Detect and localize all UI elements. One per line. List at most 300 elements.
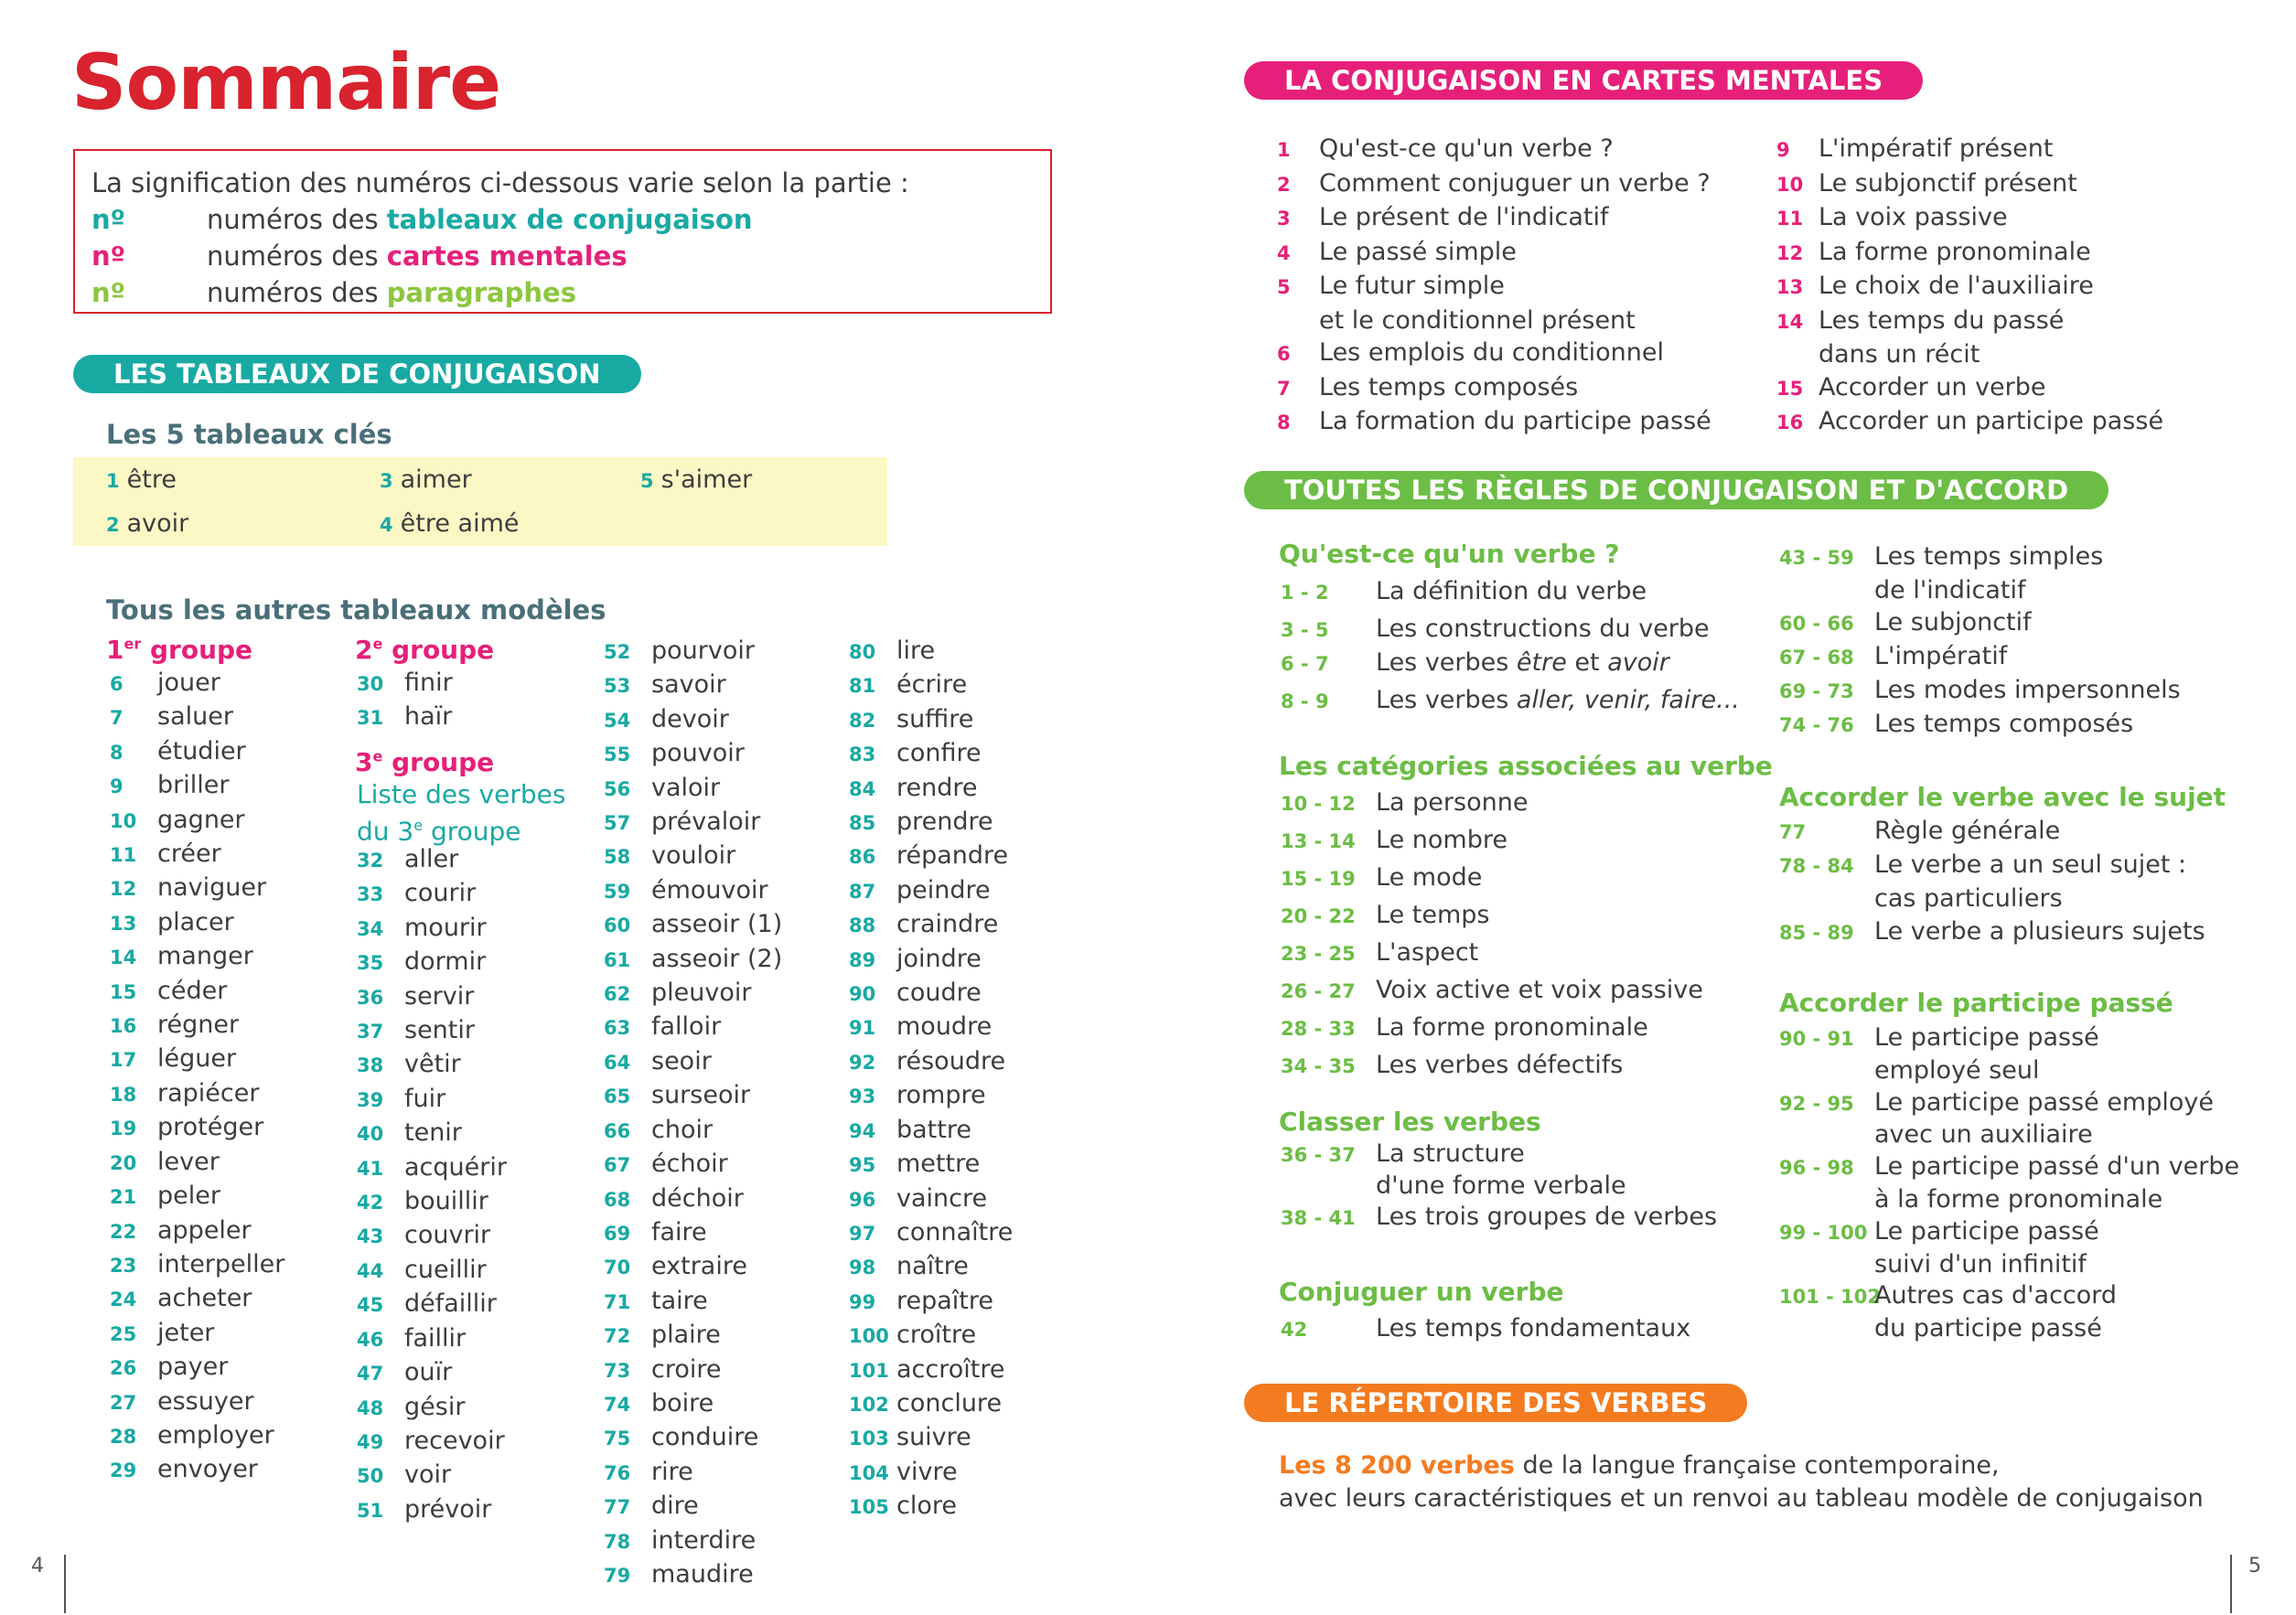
list-item[interactable]: [1779, 1087, 2239, 1120]
item-number: 41: [357, 1157, 384, 1180]
item-label: conduire: [651, 1423, 759, 1452]
item-number: 16: [110, 1015, 137, 1038]
list-item[interactable]: [1281, 972, 1703, 1010]
list-item[interactable]: [604, 1079, 782, 1113]
item-number: 99: [849, 1290, 876, 1313]
item-number: 96: [849, 1188, 876, 1211]
item-label: croire: [651, 1354, 722, 1384]
item-label: interdire: [651, 1525, 756, 1555]
list-item[interactable]: [110, 1419, 284, 1453]
list-item[interactable]: [849, 1148, 1013, 1182]
list-item[interactable]: [1776, 338, 2163, 371]
item-number: 7: [110, 707, 123, 730]
item-number: 62: [604, 983, 631, 1006]
list-item[interactable]: [1281, 897, 1703, 935]
list-item[interactable]: [849, 1011, 1013, 1044]
item-number: 75: [604, 1428, 631, 1450]
regles-section-5-title: Accorder le verbe avec le sujet: [1779, 782, 2226, 812]
list-item[interactable]: [604, 1148, 782, 1182]
item-number: 90 - 91: [1779, 1028, 1854, 1050]
item-label: naître: [896, 1252, 969, 1281]
item-number: 68: [604, 1188, 631, 1211]
item-label: Les temps fondamentaux: [1376, 1314, 1691, 1342]
item-label: vêtir: [404, 1050, 461, 1079]
item-label: recevoir: [404, 1426, 505, 1455]
list-item[interactable]: [1779, 1119, 2239, 1151]
list-item[interactable]: [1281, 1139, 1717, 1171]
item-number: 27: [110, 1391, 137, 1414]
list-item[interactable]: [604, 840, 782, 873]
item-number: 23 - 25: [1281, 943, 1356, 965]
list-item[interactable]: [849, 943, 1013, 977]
item-number: 11: [1776, 208, 1804, 230]
list-item[interactable]: [1779, 1313, 2239, 1345]
list-item[interactable]: [604, 1387, 782, 1421]
list-item[interactable]: [357, 1185, 507, 1219]
item-number: 36 - 37: [1281, 1144, 1356, 1166]
list-item[interactable]: [849, 1114, 1013, 1148]
item-number: 13 - 14: [1281, 830, 1356, 852]
list-item[interactable]: [604, 1182, 782, 1216]
item-label: Le verbe a plusieurs sujets: [1874, 917, 2205, 946]
list-item[interactable]: [1277, 167, 1711, 202]
list-item[interactable]: [357, 1048, 507, 1082]
list-item[interactable]: [357, 1254, 507, 1288]
regles-section-3-title: Classer les verbes: [1279, 1107, 1541, 1137]
item-number: 8: [110, 741, 123, 764]
item-label: Les verbes défectifs: [1376, 1051, 1624, 1079]
item-label: prendre: [896, 808, 993, 837]
item-number: 100: [849, 1325, 889, 1348]
list-item[interactable]: [1277, 270, 1711, 305]
list-item[interactable]: [849, 874, 1013, 908]
item-label: cueillir: [404, 1255, 487, 1284]
list-item[interactable]: [110, 1351, 284, 1385]
item-number: 11: [110, 844, 137, 867]
list-item[interactable]: [1281, 1202, 1717, 1234]
list-item[interactable]: [1277, 305, 1711, 337]
list-item[interactable]: [849, 1456, 1013, 1490]
item-label: Le nombre: [1376, 826, 1507, 854]
list-item[interactable]: [110, 1009, 284, 1043]
list-item[interactable]: [110, 1077, 284, 1111]
list-item[interactable]: [849, 1319, 1013, 1353]
list-item[interactable]: [110, 1214, 284, 1248]
item-number: 78 - 84: [1779, 855, 1854, 877]
list-item[interactable]: [357, 1425, 507, 1459]
list-item[interactable]: [849, 772, 1013, 806]
cartes-list-left: [1277, 133, 1711, 440]
item-number: 47: [357, 1363, 384, 1385]
item-label: Le subjonctif présent: [1819, 168, 2077, 198]
list-item[interactable]: [849, 1079, 1013, 1113]
item-number: 20 - 22: [1281, 905, 1356, 927]
list-item[interactable]: [357, 1493, 507, 1527]
list-item[interactable]: [604, 1250, 782, 1284]
item-label: échoir: [651, 1150, 728, 1179]
list-item[interactable]: [357, 946, 507, 979]
page-title: Sommaire: [71, 37, 501, 127]
list-item[interactable]: [1776, 201, 2163, 236]
item-label: employé seul: [1874, 1055, 2040, 1085]
list-item[interactable]: [110, 1317, 284, 1351]
item-number: 15: [110, 980, 137, 1003]
item-label: Accorder un verbe: [1819, 372, 2046, 401]
item-label: L'impératif: [1874, 642, 2008, 670]
item-number: 8: [1277, 412, 1291, 433]
list-item[interactable]: [357, 1288, 507, 1321]
list-item[interactable]: [357, 1356, 507, 1390]
list-item[interactable]: [604, 1421, 782, 1455]
item-number: 94: [849, 1119, 876, 1142]
list-item[interactable]: [1776, 371, 2163, 406]
item-number: 57: [604, 812, 631, 835]
list-item[interactable]: [357, 1459, 507, 1492]
item-label: Accorder un participe passé: [1819, 407, 2164, 435]
list-item[interactable]: [357, 1014, 507, 1048]
list-item[interactable]: [110, 804, 284, 838]
item-label: acquérir: [404, 1152, 507, 1182]
list-item[interactable]: [110, 975, 284, 1009]
list-item[interactable]: [604, 908, 782, 942]
list-item[interactable]: [849, 1490, 1013, 1524]
item-number: 38 - 41: [1281, 1207, 1356, 1229]
item-number: 83: [849, 743, 876, 766]
list-item[interactable]: [1281, 1010, 1703, 1047]
list-item[interactable]: [1281, 611, 1710, 648]
item-number: 9: [110, 775, 123, 798]
list-item[interactable]: [604, 977, 782, 1011]
item-number: 52: [604, 641, 631, 663]
list-item[interactable]: [604, 668, 782, 702]
list-item[interactable]: [849, 806, 1013, 840]
key-table-3[interactable]: 3 aimer: [380, 465, 472, 494]
list-item[interactable]: [849, 1182, 1013, 1216]
item-number: 93: [849, 1086, 876, 1108]
list-item[interactable]: [1779, 1151, 2239, 1184]
list-item[interactable]: [110, 906, 284, 940]
page-number-right: 5: [2248, 1555, 2261, 1578]
item-label: valoir: [651, 773, 721, 802]
item-number: 26: [110, 1357, 137, 1380]
item-label: pouvoir: [651, 739, 745, 768]
item-label: naviguer: [157, 873, 267, 903]
list-item[interactable]: [604, 1216, 782, 1250]
item-label: mourir: [404, 913, 487, 942]
list-item[interactable]: [604, 1524, 782, 1558]
item-label: La structure: [1376, 1139, 1525, 1168]
item-label: coudre: [896, 979, 982, 1008]
list-item[interactable]: [1779, 640, 2181, 674]
list-item[interactable]: [604, 806, 782, 840]
item-label: maudire: [651, 1559, 754, 1588]
list-item[interactable]: [1776, 236, 2163, 271]
list-item[interactable]: [1779, 1055, 2239, 1087]
item-label: Les temps du passé: [1819, 305, 2065, 335]
list-item[interactable]: [110, 838, 284, 872]
list-item[interactable]: [849, 1285, 1013, 1319]
list-item[interactable]: [357, 1391, 507, 1425]
list-item[interactable]: [1281, 573, 1710, 611]
list-item[interactable]: [849, 635, 1013, 668]
list-item[interactable]: [357, 1219, 507, 1253]
item-label: seoir: [651, 1046, 712, 1075]
group-1-list: [110, 667, 284, 1488]
list-item[interactable]: [849, 1421, 1013, 1455]
list-item[interactable]: [1281, 1047, 1703, 1085]
item-number: 76: [604, 1461, 631, 1484]
list-item[interactable]: [110, 872, 284, 905]
item-number: 42: [357, 1192, 384, 1214]
item-label: rompre: [896, 1081, 986, 1110]
item-number: 21: [110, 1186, 137, 1209]
list-item[interactable]: [110, 769, 284, 803]
list-item[interactable]: [1779, 1249, 2239, 1281]
list-item[interactable]: [1277, 133, 1711, 167]
item-label: Le choix de l'auxiliaire: [1819, 272, 2094, 300]
item-label: régner: [157, 1011, 240, 1040]
list-item[interactable]: [1281, 1171, 1717, 1202]
item-number: 23: [110, 1254, 137, 1277]
item-label: surseoir: [651, 1081, 751, 1110]
regles-section-6-list: [1779, 1022, 2239, 1345]
list-item[interactable]: [357, 667, 453, 701]
item-label: déchoir: [651, 1183, 744, 1213]
item-number: 3: [1277, 208, 1291, 230]
list-item[interactable]: [1277, 201, 1711, 236]
item-number: 30: [357, 673, 384, 695]
item-number: 26 - 27: [1281, 980, 1356, 1002]
key-table-4[interactable]: 4 être aimé: [380, 509, 520, 538]
item-label: asseoir (1): [651, 910, 783, 939]
item-number: 54: [604, 709, 631, 732]
list-item[interactable]: [357, 980, 507, 1014]
list-item[interactable]: [110, 701, 284, 734]
item-label: conclure: [896, 1388, 1003, 1417]
list-item[interactable]: [357, 1322, 507, 1356]
list-item[interactable]: [604, 703, 782, 737]
list-item[interactable]: 6 - 7 Les verbes être et avoir: [1281, 648, 1669, 677]
list-item[interactable]: [604, 943, 782, 977]
list-item[interactable]: [849, 668, 1013, 702]
item-number: 61: [604, 948, 631, 971]
item-label: briller: [157, 771, 230, 800]
page-rule-left: [64, 1555, 66, 1613]
group-3-list-a: [357, 843, 507, 1527]
list-item[interactable]: [1779, 1280, 2239, 1313]
list-item[interactable]: [110, 1180, 284, 1214]
item-label: croître: [896, 1321, 977, 1350]
legend-intro: La signification des numéros ci-dessous varie selon la partie :: [91, 167, 909, 198]
list-item[interactable]: [1779, 674, 2181, 708]
list-item[interactable]: [1776, 270, 2163, 305]
group-1-heading: 1er groupe: [106, 635, 253, 665]
list-item[interactable]: [1779, 1022, 2239, 1055]
item-label: suivi d'un infinitif: [1874, 1249, 2087, 1278]
item-label: finir: [404, 668, 453, 697]
list-item[interactable]: [849, 1387, 1013, 1421]
list-item[interactable]: [604, 1558, 782, 1592]
item-number: 71: [604, 1290, 631, 1313]
item-number: 43 - 59: [1779, 547, 1854, 569]
item-number: 87: [849, 880, 876, 903]
list-item[interactable]: [1776, 133, 2163, 167]
item-label: prévoir: [404, 1494, 492, 1524]
list-item[interactable]: [1277, 337, 1711, 371]
item-label: pleuvoir: [651, 979, 752, 1008]
list-item[interactable]: [849, 908, 1013, 942]
list-item[interactable]: [1776, 305, 2163, 339]
item-label: placer: [157, 907, 234, 936]
list-item[interactable]: [110, 1043, 284, 1076]
item-number: 90: [849, 983, 876, 1006]
list-item[interactable]: [604, 1353, 782, 1387]
list-item[interactable]: [1779, 915, 2205, 949]
item-label: Le subjonctif: [1874, 608, 2032, 636]
list-item[interactable]: [1776, 167, 2163, 202]
list-item[interactable]: [1281, 822, 1703, 860]
item-label: bouillir: [404, 1187, 488, 1216]
legend-row-tableaux: nº numéros des tableaux de conjugaison: [91, 204, 753, 235]
list-item[interactable]: [604, 874, 782, 908]
list-item[interactable]: [1281, 1310, 1690, 1348]
list-item[interactable]: [1277, 371, 1711, 406]
list-item[interactable]: [604, 1114, 782, 1148]
list-item[interactable]: [604, 1456, 782, 1490]
list-item[interactable]: 8 - 9 Les verbes aller, venir, faire...: [1281, 686, 1740, 714]
list-item[interactable]: [357, 912, 507, 946]
list-item[interactable]: [1779, 1216, 2239, 1249]
item-label: pourvoir: [651, 636, 755, 665]
list-item[interactable]: [1277, 405, 1711, 440]
list-item[interactable]: [849, 1045, 1013, 1079]
list-item[interactable]: [604, 1285, 782, 1319]
list-item[interactable]: [1281, 860, 1703, 897]
list-item[interactable]: [357, 877, 507, 911]
item-label: lire: [896, 636, 936, 665]
list-item[interactable]: [110, 1282, 284, 1316]
legend-row-cartes: nº numéros des cartes mentales: [91, 241, 628, 272]
list-item[interactable]: [849, 840, 1013, 873]
item-label: à la forme pronominale: [1874, 1184, 2163, 1214]
legend-row-paragraphes: nº numéros des paragraphes: [91, 277, 576, 308]
list-item[interactable]: [357, 1117, 507, 1150]
item-label: Le participe passé employé: [1874, 1087, 2214, 1117]
list-item[interactable]: [110, 1146, 284, 1180]
item-label: cas particuliers: [1874, 884, 2063, 913]
item-label: dire: [651, 1492, 699, 1521]
list-item[interactable]: [1281, 785, 1703, 822]
regles-section-4-title: Conjuguer un verbe: [1279, 1277, 1564, 1307]
item-number: 13: [110, 912, 137, 935]
list-item[interactable]: [357, 701, 453, 734]
item-label: choir: [651, 1115, 713, 1144]
list-item[interactable]: [604, 737, 782, 771]
key-table-5[interactable]: 5 s'aimer: [640, 465, 753, 494]
item-number: 67 - 68: [1779, 647, 1854, 668]
list-item[interactable]: [357, 843, 507, 877]
list-item[interactable]: [1779, 1184, 2239, 1216]
list-item[interactable]: [604, 1011, 782, 1044]
list-item[interactable]: [110, 735, 284, 769]
item-number: 80: [849, 641, 876, 663]
list-item[interactable]: [849, 1353, 1013, 1387]
list-item[interactable]: [1779, 849, 2205, 882]
item-number: 88: [849, 914, 876, 937]
cartes-list-right: [1776, 133, 2163, 440]
item-number: 67: [604, 1154, 631, 1177]
item-label: Le participe passé d'un verbe: [1874, 1152, 2240, 1182]
item-label: voir: [404, 1460, 452, 1490]
item-label: plaire: [651, 1321, 721, 1350]
list-item[interactable]: [110, 940, 284, 974]
key-table-1[interactable]: 1 être: [106, 465, 177, 494]
list-item[interactable]: [1277, 236, 1711, 271]
item-number: 6: [110, 673, 123, 695]
list-item[interactable]: [849, 703, 1013, 737]
item-label: dormir: [404, 947, 487, 977]
item-number: 10 - 12: [1281, 793, 1356, 815]
list-item[interactable]: [604, 1319, 782, 1353]
item-label: devoir: [651, 704, 729, 733]
list-item[interactable]: [1776, 405, 2163, 440]
list-item[interactable]: [604, 635, 782, 668]
list-item[interactable]: [110, 667, 284, 701]
page-number-left: 4: [31, 1555, 44, 1578]
regles-section-1-title: Qu'est-ce qu'un verbe ?: [1279, 539, 1620, 569]
list-item[interactable]: [110, 1453, 284, 1487]
list-item[interactable]: [110, 1385, 284, 1419]
item-label: jouer: [157, 668, 220, 697]
item-label: tenir: [404, 1118, 462, 1148]
list-item[interactable]: [110, 1111, 284, 1145]
list-item[interactable]: [849, 1216, 1013, 1250]
list-item[interactable]: [1779, 540, 2181, 574]
list-item[interactable]: [849, 1250, 1013, 1284]
item-label: L'aspect: [1376, 938, 1479, 967]
item-label: protéger: [157, 1113, 264, 1142]
item-number: 70: [604, 1257, 631, 1279]
item-number: 53: [604, 675, 631, 698]
item-number: 73: [604, 1359, 631, 1382]
list-item[interactable]: [357, 1083, 507, 1117]
list-item[interactable]: [1779, 606, 2181, 640]
item-label: Le participe passé: [1874, 1023, 2099, 1052]
item-number: 37: [357, 1021, 384, 1043]
list-item[interactable]: [849, 737, 1013, 771]
list-item[interactable]: [357, 1151, 507, 1185]
list-item[interactable]: [1779, 882, 2205, 915]
item-number: 14: [1776, 310, 1804, 333]
item-label: Les temps composés: [1319, 372, 1579, 401]
key-table-2[interactable]: 2 avoir: [106, 509, 189, 538]
list-item[interactable]: [849, 977, 1013, 1011]
list-item[interactable]: [1779, 815, 2205, 849]
list-item[interactable]: [604, 1045, 782, 1079]
list-item[interactable]: [1779, 708, 2181, 742]
item-number: 103: [849, 1428, 889, 1450]
list-item[interactable]: [1281, 935, 1703, 972]
item-number: 77: [1779, 821, 1807, 843]
item-label: gagner: [157, 805, 245, 834]
section-header-tableaux: LES TABLEAUX DE CONJUGAISON: [73, 355, 641, 393]
list-item[interactable]: [604, 1490, 782, 1524]
list-item[interactable]: [110, 1248, 284, 1282]
item-number: 95: [849, 1154, 876, 1177]
list-item[interactable]: [604, 772, 782, 806]
group-3-verb-list-link[interactable]: Liste des verbes du 3e groupe: [357, 779, 566, 847]
list-item[interactable]: [1779, 574, 2181, 606]
